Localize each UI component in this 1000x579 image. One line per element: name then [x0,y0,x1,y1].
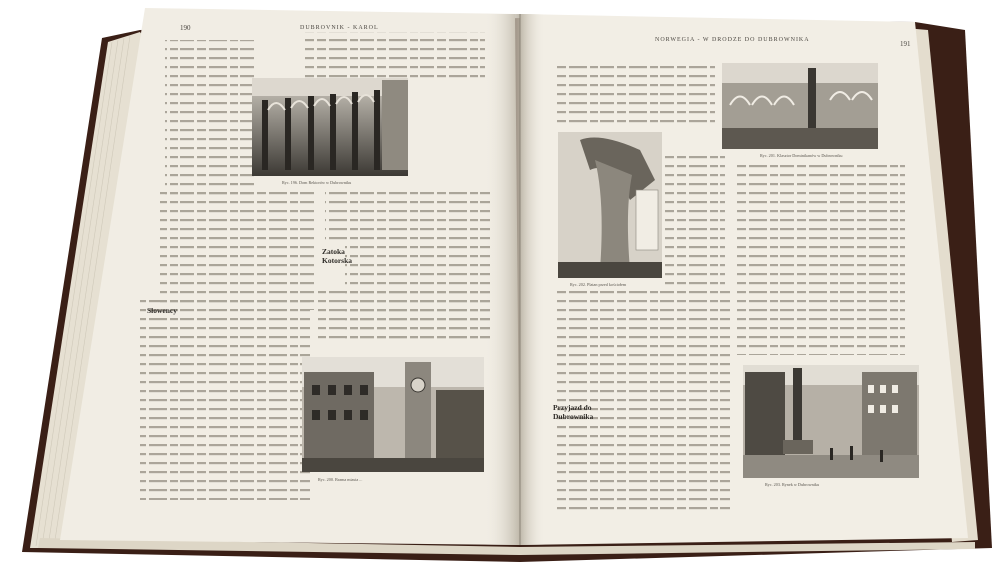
caption-cloister: Ryc. 201. Klasztor Dominikanów w Dubrowniku [760,153,843,158]
caption-square-tower: Ryc. 200. Brama miasta ... [318,477,363,482]
photo-arcade [252,78,408,176]
photo-square-column [743,365,919,478]
caption-arcade: Ryc. 196. Dom Rektorów w Dubrowniku [282,180,352,185]
right-running-head: NORWEGIA - W DRODZE DO DUBROWNIKA [655,37,810,43]
caption-plane-tree: Ryc. 202. Platan przed kościołem [570,282,627,287]
photo-plane-tree [558,132,662,278]
photo-square-tower [302,357,484,472]
left-page-number: 190 [180,24,191,32]
left-running-head: DUBROVNIK - KAROL [300,25,379,31]
photo-cloister [722,63,878,149]
gutter-shadow-right [520,14,545,545]
left-side-heading-1: Zatoka Kotorska [322,247,352,265]
right-side-heading-1: Przyjazd do Dubrownika [553,403,594,421]
left-side-heading-2: Słowency [147,306,177,315]
gutter-shadow-left [485,14,520,545]
caption-square-column: Ryc. 203. Rynek w Dubrowniku [765,482,820,487]
right-page-number: 191 [900,40,911,48]
